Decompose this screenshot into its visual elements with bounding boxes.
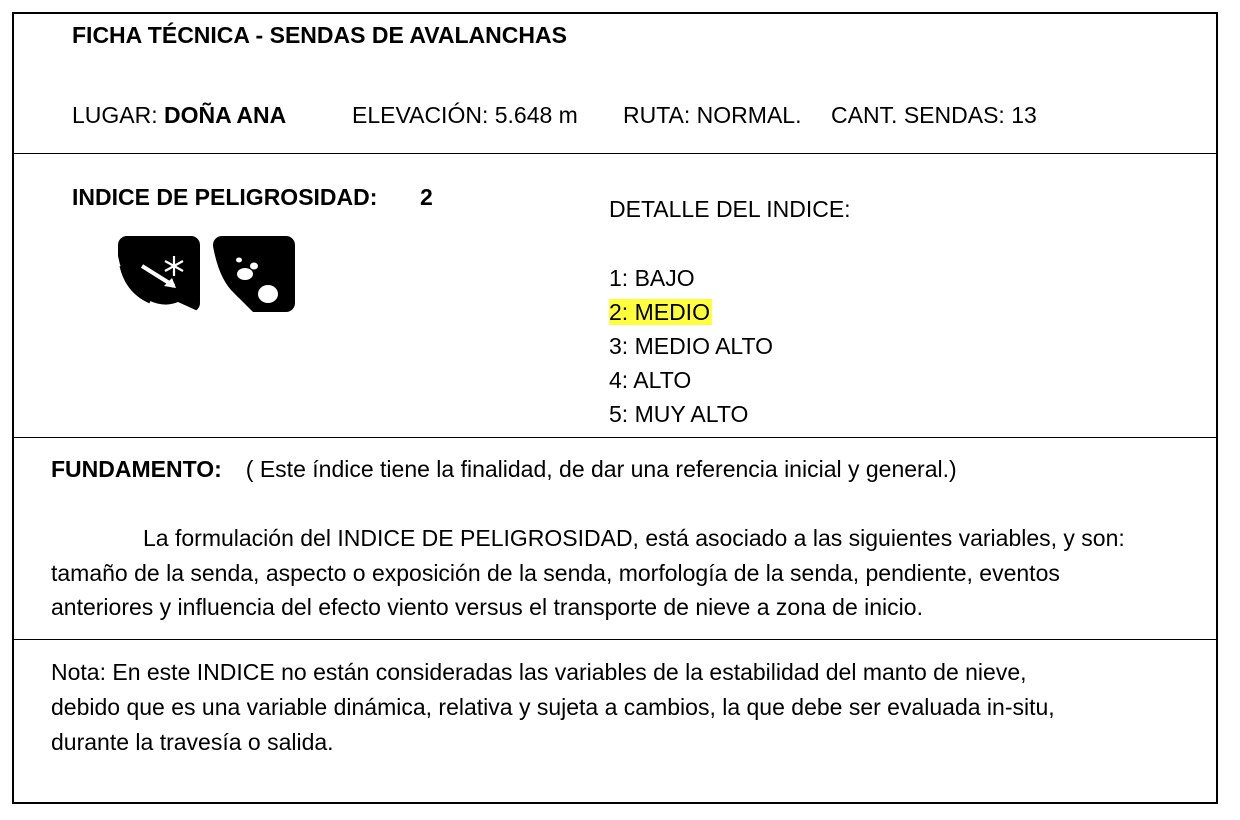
location-label: LUGAR: — [72, 102, 165, 128]
rockfall-icon — [213, 236, 295, 312]
location-value: DOÑA ANA — [164, 102, 287, 128]
level-3: 3: MEDIO ALTO — [609, 333, 774, 359]
elevation: ELEVACIÓN: 5.648 m — [352, 102, 578, 128]
fundamento-label: FUNDAMENTO: — [51, 456, 222, 482]
note-line-1: Nota: En este INDICE no están consideradas las variables de la estabilidad del manto de nieve, — [51, 659, 1027, 685]
index-detail-title: DETALLE DEL INDICE: — [609, 196, 851, 222]
level-2-highlighted — [609, 295, 712, 329]
note-line-2: debido que es una variable dinámica, relativa y sujeta a cambios, la que debe ser evaluada in-situ, — [51, 694, 1055, 720]
hazard-index-value: 2 — [420, 184, 433, 210]
level-1: 1: BAJO — [609, 265, 695, 291]
divider-fundamento — [12, 639, 1218, 640]
fundamento-note: ( Este índice tiene la finalidad, de dar una referencia inicial y general.) — [245, 456, 957, 482]
level-2-text: 2: MEDIO — [609, 299, 710, 325]
divider-header — [12, 153, 1218, 154]
route: RUTA: NORMAL. — [623, 102, 802, 128]
fundamento-paragraph-line-1: La formulación del INDICE DE PELIGROSIDAD, está asociado a las siguientes variables, y son: — [143, 525, 1125, 551]
level-4: 4: ALTO — [609, 367, 692, 393]
sheet-title: FICHA TÉCNICA - SENDAS DE AVALANCHAS — [72, 22, 567, 48]
level-5: 5: MUY ALTO — [609, 401, 749, 427]
hazard-index-label: INDICE DE PELIGROSIDAD: — [72, 184, 378, 210]
fundamento-line — [51, 452, 957, 486]
path-count: CANT. SENDAS: 13 — [831, 102, 1037, 128]
location-line — [72, 98, 286, 132]
fundamento-paragraph-line-3: anteriores y influencia del efecto viento versus el transporte de nieve a zona de inicio. — [51, 594, 923, 620]
fundamento-paragraph-line-2: tamaño de la senda, aspecto o exposición de la senda, morfología de la senda, pendiente, eventos — [51, 560, 1060, 586]
divider-index — [12, 437, 1218, 438]
note-line-3: durante la travesía o salida. — [51, 729, 334, 755]
avalanche-snow-icon — [118, 236, 200, 312]
